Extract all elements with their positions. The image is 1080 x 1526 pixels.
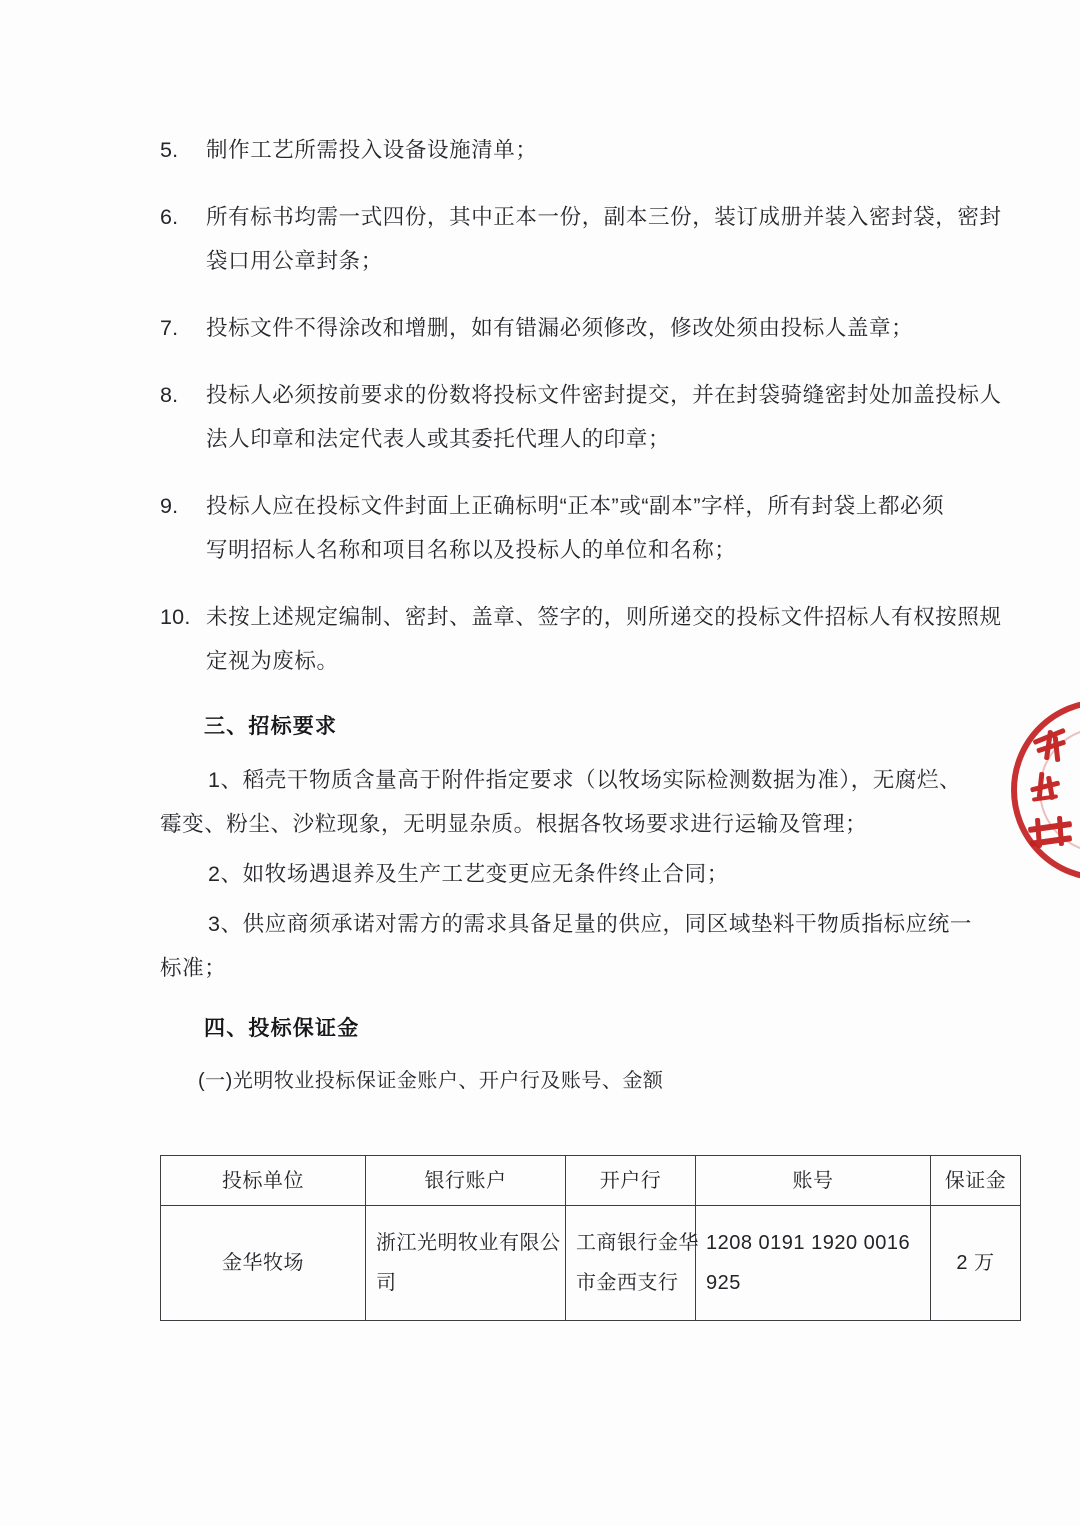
section-heading-four: 四、投标保证金 xyxy=(204,1017,360,1040)
list-item-marker: 5. xyxy=(160,138,179,162)
list-item-text xyxy=(206,373,1002,461)
section-three-paragraph xyxy=(160,902,972,990)
column-header-number: 账号 xyxy=(696,1156,931,1206)
cell-deposit-amount: 2 万 xyxy=(931,1206,1021,1321)
deposit-table-container xyxy=(160,1155,1020,1321)
text-line: 投标文件不得涂改和增删，如有错漏必须修改，修改处须由投标人盖章； xyxy=(206,316,914,340)
list-item-text xyxy=(206,195,1002,283)
cell-account-number xyxy=(696,1206,931,1321)
text-line: 制作工艺所需投入设备设施清单； xyxy=(206,138,538,162)
cell-bank-account-name xyxy=(366,1206,566,1321)
text-line: 定视为废标。 xyxy=(206,649,339,673)
list-item-text xyxy=(206,484,944,572)
list-item-text xyxy=(206,595,1002,683)
text-line: 2、如牧场遇退养及生产工艺变更应无条件终止合同； xyxy=(208,862,729,886)
list-item-marker: 8. xyxy=(160,383,179,407)
cell-bank-branch xyxy=(566,1206,699,1321)
text-line: 市金西支行 xyxy=(576,1272,679,1294)
list-item-marker: 10. xyxy=(160,605,191,629)
column-header-account: 银行账户 xyxy=(366,1156,566,1206)
text-line: 3、供应商须承诺对需方的需求具备足量的供应，同区域垫料干物质指标应统一 xyxy=(208,912,972,936)
text-line: 霉变、粉尘、沙粒现象，无明显杂质。根据各牧场要求进行运输及管理； xyxy=(160,812,868,836)
list-item xyxy=(160,195,1002,283)
list-item-text xyxy=(206,306,930,350)
numbered-list-section-two xyxy=(160,128,1002,683)
text-line: 浙江光明牧业有限公 xyxy=(376,1232,561,1254)
list-item xyxy=(160,373,1002,461)
text-line: 写明招标人名称和项目名称以及投标人的单位和名称； xyxy=(206,538,737,562)
list-item xyxy=(160,306,930,350)
deposit-table xyxy=(160,1155,1021,1321)
text-line: 所有标书均需一式四份，其中正本一份，副本三份，装订成册并装入密封袋，密封 xyxy=(206,205,1002,229)
list-item-marker: 6. xyxy=(160,205,179,229)
text-line: 1208 0191 1920 0016 xyxy=(706,1232,911,1254)
column-header-deposit: 保证金 xyxy=(931,1156,1021,1206)
list-item xyxy=(160,595,1002,683)
text-line: 投标人必须按前要求的份数将投标文件密封提交，并在封袋骑缝密封处加盖投标人 xyxy=(206,383,1002,407)
column-header-unit: 投标单位 xyxy=(161,1156,366,1206)
list-item xyxy=(160,128,930,172)
cell-bidding-unit: 金华牧场 xyxy=(161,1206,366,1321)
list-item-marker: 9. xyxy=(160,494,179,518)
text-line: 袋口用公章封条； xyxy=(206,249,383,273)
document-content xyxy=(160,128,1002,1102)
text-line: 未按上述规定编制、密封、盖章、签字的，则所递交的投标文件招标人有权按照规 xyxy=(206,605,1002,629)
table-header-row xyxy=(161,1156,1021,1206)
section-three-paragraph xyxy=(160,758,962,846)
text-line: 司 xyxy=(376,1272,397,1294)
column-header-bank: 开户行 xyxy=(566,1156,696,1206)
section-three-paragraph xyxy=(160,852,930,896)
text-line: 投标人应在投标文件封面上正确标明“正本”或“副本”字样，所有封袋上都必须 xyxy=(206,494,945,518)
list-item-text xyxy=(206,128,930,172)
text-line: 工商银行金华 xyxy=(576,1232,699,1254)
text-line: 1、稻壳干物质含量高于附件指定要求（以牧场实际检测数据为准），无腐烂、 xyxy=(208,768,962,792)
deposit-account-subtitle: (一)光明牧业投标保证金账户、开户行及账号、金额 xyxy=(198,1070,664,1092)
list-item xyxy=(160,484,945,572)
table-row xyxy=(161,1206,1021,1321)
official-red-seal-icon xyxy=(1002,692,1080,888)
text-line: 标准； xyxy=(160,956,227,980)
list-item-marker: 7. xyxy=(160,316,179,340)
text-line: 法人印章和法定代表人或其委托代理人的印章； xyxy=(206,427,671,451)
text-line: 925 xyxy=(706,1272,741,1294)
section-heading-three: 三、招标要求 xyxy=(204,715,338,738)
